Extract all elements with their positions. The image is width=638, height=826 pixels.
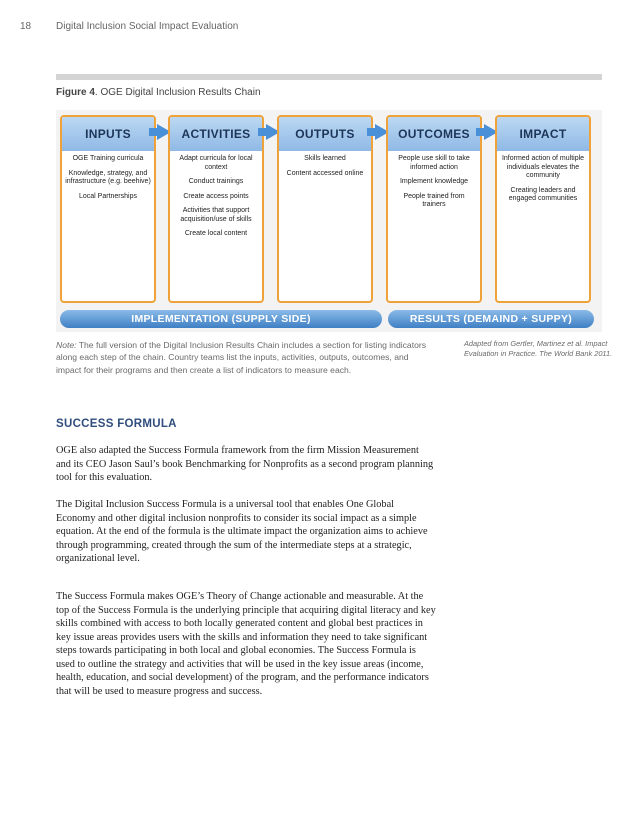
column-item: Adapt curricula for local context xyxy=(179,155,253,171)
column-item: Informed action of multiple individuals elevates the community xyxy=(501,155,585,180)
figure-caption xyxy=(56,87,261,98)
figure-caption-text: . OGE Digital Inclusion Results Chain xyxy=(94,87,261,98)
column-item: People use skill to take informed action xyxy=(398,155,470,171)
column-impact xyxy=(495,115,591,303)
column-title: INPUTS xyxy=(62,117,154,151)
column-inputs xyxy=(60,115,156,303)
column-title: OUTPUTS xyxy=(279,117,371,151)
results-bar: RESULTS (DEMAIND + SUPPY) xyxy=(388,310,594,328)
note-text: The full version of the Digital Inclusion Results Chain includes a section for listing indicators along each step of the chain. Country teams list the inputs, activities, outputs, outcomes, and impact for their programs and then create a list of indicators to measure each. xyxy=(56,340,427,375)
running-header: Digital Inclusion Social Impact Evaluation xyxy=(56,21,239,32)
results-chain-diagram xyxy=(56,110,602,332)
note-label: Note: xyxy=(56,340,77,350)
column-title: ACTIVITIES xyxy=(170,117,262,151)
column-activities xyxy=(168,115,264,303)
column-outcomes xyxy=(386,115,482,303)
column-item: Implement knowledge xyxy=(399,178,469,186)
column-item: OGE Training curricula xyxy=(72,155,144,162)
header-rule xyxy=(56,74,602,80)
figure-note xyxy=(56,339,436,376)
source-note: Adapted from Gertler, Martinez et al. Impact Evaluation in Practice. The World Bank 2011. xyxy=(464,339,613,359)
column-item: Knowledge, strategy, and infrastructure (e.g. beehive) xyxy=(65,169,151,186)
section-heading: SUCCESS FORMULA xyxy=(56,418,177,430)
column-title: OUTCOMES xyxy=(388,117,480,151)
column-outputs xyxy=(277,115,373,303)
figure-label: Figure 4 xyxy=(56,87,95,98)
page-number: 18 xyxy=(20,21,32,32)
column-item: Conduct trainings xyxy=(188,178,244,186)
column-item: People trained from trainers xyxy=(403,192,465,209)
column-item: Activities that support acquisition/use of skills xyxy=(180,207,252,223)
implementation-bar: IMPLEMENTATION (SUPPLY SIDE) xyxy=(60,310,382,328)
column-item: Creating leaders and engaged communities xyxy=(508,186,578,203)
paragraph: OGE also adapted the Success Formula framework from the firm Mission Measurement and its CEO Jason Saul’s book Benchmarking for Nonprofits as a second program planning tool for this evaluation. xyxy=(56,445,434,484)
column-title: IMPACT xyxy=(497,117,589,151)
paragraph: The Digital Inclusion Success Formula is a universal tool that enables One Global Economy and other digital inclusion nonprofits to consider its social impact as a simple equation. At the end of the formula is the ultimate impact the organization aims to achieve through programming, created through the sum of the intermediate steps at a strategic, organizational level. xyxy=(56,499,428,565)
column-item: Local Partnerships xyxy=(79,192,137,200)
column-item: Create local content xyxy=(184,230,248,238)
paragraph: The Success Formula makes OGE’s Theory of Change actionable and measurable. At the top of the Success Formula is the underlying principle that acquiring digital literacy and key skills combined with access to both locally generated content and global best practices in key issue areas provides users with the skills and information they need to take significant steps towards participating in both local and global economies. The Success Formula is used to outline the strategy and activities that will be used in the key issue areas (income, health, education, and social development) of the program, and the performance indicators that will be used to measure progress and success. xyxy=(56,591,436,698)
column-item: Create access points xyxy=(183,192,249,200)
column-item: Content accessed online xyxy=(286,169,364,177)
column-item: Skills learned xyxy=(304,155,346,162)
